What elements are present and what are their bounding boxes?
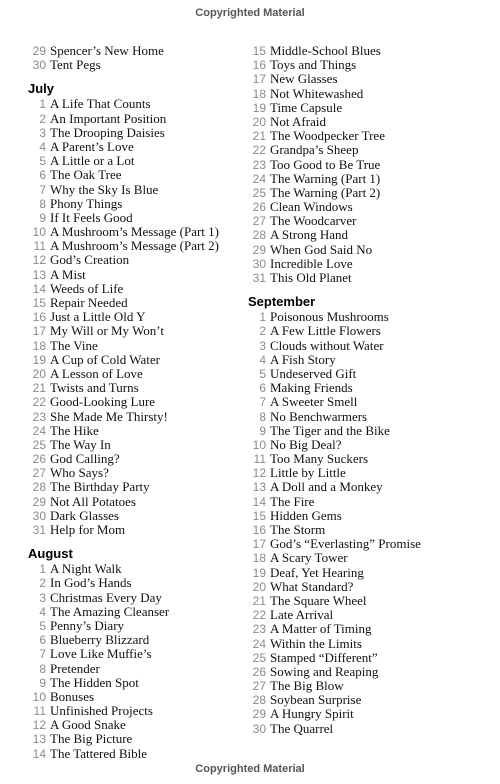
entry-row	[248, 367, 478, 381]
entry-day-number: 16	[32, 310, 46, 325]
entry-day-number: 11	[33, 704, 46, 719]
entry-title: The Vine	[50, 337, 98, 353]
entry-row	[248, 158, 478, 172]
right-column	[248, 44, 478, 736]
entry-title: Help for Mom	[50, 522, 126, 537]
entry-row	[28, 44, 258, 58]
entry-row	[248, 608, 478, 622]
entry-day-number: 6	[259, 381, 266, 396]
entry-title: The Woodpecker Tree	[270, 128, 385, 144]
entry-title: A Mushroom’s Message (Part 2)	[50, 238, 219, 254]
entry-row	[28, 718, 258, 732]
entry-title: God’s “Everlasting” Promise	[270, 536, 421, 552]
entry-row	[28, 154, 258, 168]
entry-title: The Birthday Party	[50, 479, 150, 495]
entry-day-number: 21	[252, 129, 266, 144]
entry-row	[248, 523, 478, 537]
entry-title: The Woodcarver	[270, 213, 357, 229]
entry-title: God’s Creation	[50, 252, 130, 268]
entry-row	[28, 732, 258, 746]
entry-title: No Benchwarmers	[270, 408, 368, 424]
entry-title: Stamped “Different”	[270, 649, 378, 665]
entry-title: A Strong Hand	[270, 227, 348, 243]
entry-row	[28, 452, 258, 466]
entry-row	[28, 339, 258, 353]
entry-title: My Will or My Won’t	[50, 323, 164, 339]
entry-title: A Few Little Flowers	[270, 323, 381, 339]
entry-title: This Old Planet	[270, 270, 352, 285]
entry-row	[248, 622, 478, 636]
entry-row	[248, 186, 478, 200]
entry-row	[248, 87, 478, 101]
entry-row	[28, 576, 258, 590]
entry-day-number: 26	[252, 664, 266, 679]
left-column	[28, 44, 258, 761]
entry-row	[28, 591, 258, 605]
entry-day-number: 5	[259, 366, 266, 381]
entry-title: Why the Sky Is Blue	[50, 181, 159, 197]
entry-day-number: 20	[252, 579, 266, 594]
entry-title: She Made Me Thirsty!	[50, 408, 168, 424]
entry-day-number: 18	[252, 86, 266, 101]
entry-day-number: 13	[32, 732, 46, 747]
entry-title: A Mist	[50, 266, 86, 282]
entry-day-number: 28	[32, 480, 46, 495]
entry-day-number: 7	[39, 647, 46, 662]
entry-row	[248, 551, 478, 565]
entry-title: The Big Picture	[50, 731, 133, 747]
entry-day-number: 16	[252, 58, 266, 73]
entry-row	[28, 395, 258, 409]
entry-row	[28, 480, 258, 494]
entry-day-number: 25	[252, 185, 266, 200]
entry-row	[248, 693, 478, 707]
entry-day-number: 13	[32, 267, 46, 282]
entry-title: A Little or a Lot	[50, 153, 135, 169]
entry-title: Twists and Turns	[50, 380, 139, 396]
entry-row	[28, 605, 258, 619]
entry-row	[28, 509, 258, 523]
entry-day-number: 11	[253, 452, 266, 467]
entry-row	[28, 367, 258, 381]
entry-row	[28, 381, 258, 395]
entry-day-number: 1	[259, 310, 266, 325]
entry-day-number: 29	[32, 494, 46, 509]
entry-row	[28, 58, 258, 72]
entry-title: Tent Pegs	[50, 57, 101, 73]
entry-day-number: 29	[252, 707, 266, 722]
entry-row	[248, 381, 478, 395]
entry-row	[248, 637, 478, 651]
entry-row	[28, 619, 258, 633]
entry-row	[248, 495, 478, 509]
entry-title: A Fish Story	[270, 351, 336, 367]
entry-title: New Glasses	[270, 71, 338, 87]
entry-day-number: 4	[39, 604, 46, 619]
entry-day-number: 8	[39, 196, 46, 211]
entry-day-number: 24	[252, 636, 266, 651]
entry-row	[248, 537, 478, 551]
entry-row	[28, 296, 258, 310]
entry-day-number: 13	[252, 480, 266, 495]
entry-row	[28, 633, 258, 647]
entry-title: A Doll and a Monkey	[270, 479, 383, 495]
entry-row	[28, 353, 258, 367]
entry-day-number: 31	[32, 523, 46, 537]
august-list	[28, 562, 258, 761]
entry-day-number: 6	[39, 633, 46, 648]
entry-day-number: 12	[252, 466, 266, 481]
entry-day-number: 19	[32, 352, 46, 367]
entry-day-number: 10	[32, 689, 46, 704]
entry-row	[28, 211, 258, 225]
entry-day-number: 5	[39, 618, 46, 633]
entry-title: Soybean Surprise	[270, 692, 362, 708]
entry-row	[248, 679, 478, 693]
entry-title: An Important Position	[50, 110, 167, 126]
entry-day-number: 25	[252, 650, 266, 665]
entry-day-number: 26	[252, 200, 266, 215]
entry-day-number: 15	[32, 296, 46, 310]
entry-row	[28, 424, 258, 438]
entry-day-number: 9	[259, 423, 266, 438]
entry-row	[248, 594, 478, 608]
entry-row	[28, 438, 258, 452]
entry-title: The Drooping Daisies	[50, 124, 165, 140]
entry-row	[248, 200, 478, 214]
entry-day-number: 18	[32, 338, 46, 353]
entry-row	[248, 172, 478, 186]
entry-row	[248, 466, 478, 480]
entry-row	[248, 324, 478, 338]
entry-row	[248, 722, 478, 736]
entry-row	[248, 228, 478, 242]
entry-day-number: 17	[32, 324, 46, 339]
entry-title: The Warning (Part 1)	[270, 170, 381, 186]
entry-row	[28, 112, 258, 126]
entry-day-number: 30	[252, 721, 266, 736]
entry-title: Unfinished Projects	[50, 703, 153, 719]
entry-row	[28, 310, 258, 324]
entry-day-number: 9	[39, 210, 46, 225]
entry-row	[28, 268, 258, 282]
entry-day-number: 19	[252, 565, 266, 580]
entry-title: What Standard?	[270, 578, 354, 594]
entry-title: Pretender	[50, 660, 100, 676]
entry-day-number: 27	[252, 679, 266, 694]
entry-day-number: 17	[252, 72, 266, 87]
entry-day-number: 20	[32, 366, 46, 381]
entry-row	[28, 662, 258, 676]
entry-title: The Amazing Cleanser	[50, 603, 170, 619]
entry-title: Penny’s Diary	[50, 617, 125, 633]
entry-day-number: 28	[252, 228, 266, 243]
entry-day-number: 22	[252, 143, 266, 158]
entry-row	[28, 140, 258, 154]
entry-day-number: 30	[252, 256, 266, 271]
entry-row	[248, 339, 478, 353]
entry-title: Poisonous Mushrooms	[270, 309, 389, 325]
entry-day-number: 15	[252, 44, 266, 58]
entry-title: Bonuses	[50, 688, 95, 704]
entry-day-number: 22	[252, 608, 266, 623]
entry-title: The Tiger and the Bike	[270, 422, 390, 438]
entry-title: A Matter of Timing	[270, 621, 372, 637]
entry-title: A Cup of Cold Water	[50, 351, 160, 367]
entry-row	[248, 580, 478, 594]
entry-day-number: 3	[39, 590, 46, 605]
entry-row	[248, 72, 478, 86]
entry-title: The Hidden Spot	[50, 674, 139, 690]
entry-row	[248, 651, 478, 665]
entry-title: If It Feels Good	[50, 209, 133, 225]
entry-row	[248, 410, 478, 424]
entry-row	[248, 257, 478, 271]
entry-day-number: 9	[39, 675, 46, 690]
entry-day-number: 24	[32, 423, 46, 438]
entry-row	[248, 424, 478, 438]
entry-title: The Way In	[50, 436, 111, 452]
entry-title: Just a Little Old Y	[50, 309, 146, 325]
entry-day-number: 21	[252, 593, 266, 608]
entry-title: A Scary Tower	[270, 550, 348, 566]
entry-row	[28, 690, 258, 704]
entry-title: Love Like Muffie’s	[50, 646, 152, 662]
entry-day-number: 16	[252, 523, 266, 537]
entry-day-number: 27	[252, 214, 266, 229]
entry-title: A Hungry Spirit	[270, 706, 354, 722]
entry-title: Phony Things	[50, 195, 123, 211]
entry-day-number: 11	[33, 239, 46, 254]
entry-row	[248, 101, 478, 115]
entry-row	[248, 480, 478, 494]
entry-day-number: 22	[32, 395, 46, 410]
entry-row	[248, 353, 478, 367]
entry-day-number: 5	[39, 154, 46, 169]
entry-row	[248, 395, 478, 409]
entry-day-number: 21	[32, 381, 46, 396]
entry-title: A Sweeter Smell	[270, 394, 358, 410]
entry-title: Too Many Suckers	[270, 451, 369, 467]
entry-row	[28, 676, 258, 690]
entry-row	[248, 566, 478, 580]
entry-day-number: 1	[39, 97, 46, 112]
entry-row	[28, 647, 258, 661]
entry-title: No Big Deal?	[270, 436, 342, 452]
entry-row	[248, 243, 478, 257]
entry-title: Within the Limits	[270, 635, 362, 651]
entry-title: In God’s Hands	[50, 575, 132, 591]
entry-title: Making Friends	[270, 380, 353, 396]
entry-title: Deaf, Yet Hearing	[270, 564, 364, 580]
entry-row	[28, 183, 258, 197]
entry-title: The Square Wheel	[270, 592, 367, 608]
entry-row	[248, 452, 478, 466]
entry-day-number: 29	[32, 44, 46, 58]
entry-day-number: 7	[39, 182, 46, 197]
entry-title: Toys and Things	[270, 57, 357, 73]
entry-day-number: 23	[32, 409, 46, 424]
entry-day-number: 14	[32, 746, 46, 761]
entry-title: The Fire	[270, 493, 315, 509]
entry-row	[28, 324, 258, 338]
entry-title: Repair Needed	[50, 295, 128, 310]
entry-title: Not Whitewashed	[270, 85, 364, 101]
entry-title: Blueberry Blizzard	[50, 632, 150, 648]
entry-title: A Lesson of Love	[50, 365, 143, 381]
entry-row	[248, 271, 478, 285]
entry-day-number: 12	[32, 718, 46, 733]
entry-title: Incredible Love	[270, 255, 353, 271]
entry-title: Undeserved Gift	[270, 365, 357, 381]
entry-day-number: 4	[39, 139, 46, 154]
entry-row	[248, 44, 478, 58]
entry-title: Spencer’s New Home	[50, 43, 164, 58]
entry-title: When God Said No	[270, 241, 373, 257]
entry-day-number: 26	[32, 452, 46, 467]
entry-row	[28, 97, 258, 111]
september-list	[248, 310, 478, 736]
month-heading-september: September	[248, 294, 316, 310]
entry-title: Weeds of Life	[50, 280, 124, 296]
entry-title: Too Good to Be True	[270, 156, 381, 172]
entry-row	[248, 115, 478, 129]
entry-title: Dark Glasses	[50, 507, 119, 523]
entry-row	[28, 410, 258, 424]
entry-title: Grandpa’s Sheep	[270, 142, 359, 158]
entry-title: Late Arrival	[270, 607, 334, 623]
entry-day-number: 14	[32, 281, 46, 296]
entry-title: God Calling?	[50, 451, 120, 467]
entry-row	[28, 197, 258, 211]
entry-title: The Big Blow	[270, 678, 344, 694]
entry-title: The Oak Tree	[50, 167, 122, 183]
entry-title: The Hike	[50, 422, 99, 438]
entry-title: A Life That Counts	[50, 96, 151, 112]
entry-row	[248, 509, 478, 523]
entry-row	[248, 707, 478, 721]
entry-row	[28, 495, 258, 509]
entry-title: Clouds without Water	[270, 337, 384, 353]
entry-title: A Mushroom’s Message (Part 1)	[50, 224, 219, 240]
entry-day-number: 18	[252, 551, 266, 566]
entry-title: A Parent’s Love	[50, 138, 134, 154]
entry-day-number: 28	[252, 693, 266, 708]
entry-row	[28, 225, 258, 239]
entry-day-number: 1	[39, 562, 46, 577]
entry-row	[248, 438, 478, 452]
june-tail-list	[28, 44, 258, 72]
entry-title: Little by Little	[270, 465, 346, 481]
entry-row	[28, 747, 258, 761]
entry-day-number: 30	[32, 58, 46, 73]
entry-day-number: 23	[252, 622, 266, 637]
entry-row	[28, 466, 258, 480]
august-tail-list	[248, 44, 478, 285]
entry-day-number: 2	[259, 324, 266, 339]
month-heading-july: July	[28, 81, 55, 97]
entry-row	[248, 129, 478, 143]
entry-row	[28, 239, 258, 253]
entry-day-number: 8	[259, 409, 266, 424]
entry-day-number: 25	[32, 437, 46, 452]
entry-title: A Night Walk	[50, 561, 122, 577]
entry-row	[28, 282, 258, 296]
entry-title: Clean Windows	[270, 199, 353, 215]
entry-title: The Tattered Bible	[50, 745, 148, 761]
entry-day-number: 12	[32, 253, 46, 268]
entry-row	[248, 214, 478, 228]
entry-title: The Storm	[270, 522, 326, 537]
entry-title: A Good Snake	[50, 717, 126, 733]
entry-row	[248, 143, 478, 157]
entry-day-number: 4	[259, 352, 266, 367]
entry-day-number: 30	[32, 508, 46, 523]
entry-row	[28, 704, 258, 718]
entry-day-number: 10	[32, 225, 46, 240]
entry-title: Sowing and Reaping	[270, 663, 379, 679]
entry-row	[248, 58, 478, 72]
entry-title: The Quarrel	[270, 720, 334, 736]
entry-title: Not All Potatoes	[50, 493, 136, 509]
entry-day-number: 23	[252, 157, 266, 172]
entry-row	[28, 562, 258, 576]
entry-row	[28, 168, 258, 182]
entry-row	[28, 523, 258, 537]
entry-title: Good-Looking Lure	[50, 394, 156, 410]
entry-row	[28, 253, 258, 267]
entry-title: Middle-School Blues	[270, 43, 381, 58]
entry-day-number: 3	[259, 338, 266, 353]
entry-day-number: 29	[252, 242, 266, 257]
entry-day-number: 15	[252, 508, 266, 523]
entry-day-number: 14	[252, 494, 266, 509]
entry-day-number: 10	[252, 437, 266, 452]
entry-day-number: 7	[259, 395, 266, 410]
entry-title: Who Says?	[50, 465, 109, 481]
copyright-header: Copyrighted Material	[195, 7, 305, 19]
entry-title: The Warning (Part 2)	[270, 184, 381, 200]
entry-row	[248, 310, 478, 324]
entry-day-number: 27	[32, 466, 46, 481]
entry-day-number: 17	[252, 537, 266, 552]
entry-day-number: 6	[39, 168, 46, 183]
month-heading-august: August	[28, 546, 73, 562]
entry-day-number: 24	[252, 171, 266, 186]
entry-title: Not Afraid	[270, 113, 326, 129]
entry-day-number: 8	[39, 661, 46, 676]
entry-row	[28, 126, 258, 140]
entry-day-number: 19	[252, 100, 266, 115]
entry-day-number: 31	[252, 271, 266, 285]
entry-row	[248, 665, 478, 679]
entry-day-number: 2	[39, 111, 46, 126]
entry-day-number: 2	[39, 576, 46, 591]
entry-day-number: 20	[252, 114, 266, 129]
july-list	[28, 97, 258, 537]
entry-title: Christmas Every Day	[50, 589, 162, 605]
entry-title: Hidden Gems	[270, 507, 342, 523]
entry-title: Time Capsule	[270, 99, 343, 115]
entry-day-number: 3	[39, 125, 46, 140]
copyright-footer: Copyrighted Material	[195, 763, 305, 775]
